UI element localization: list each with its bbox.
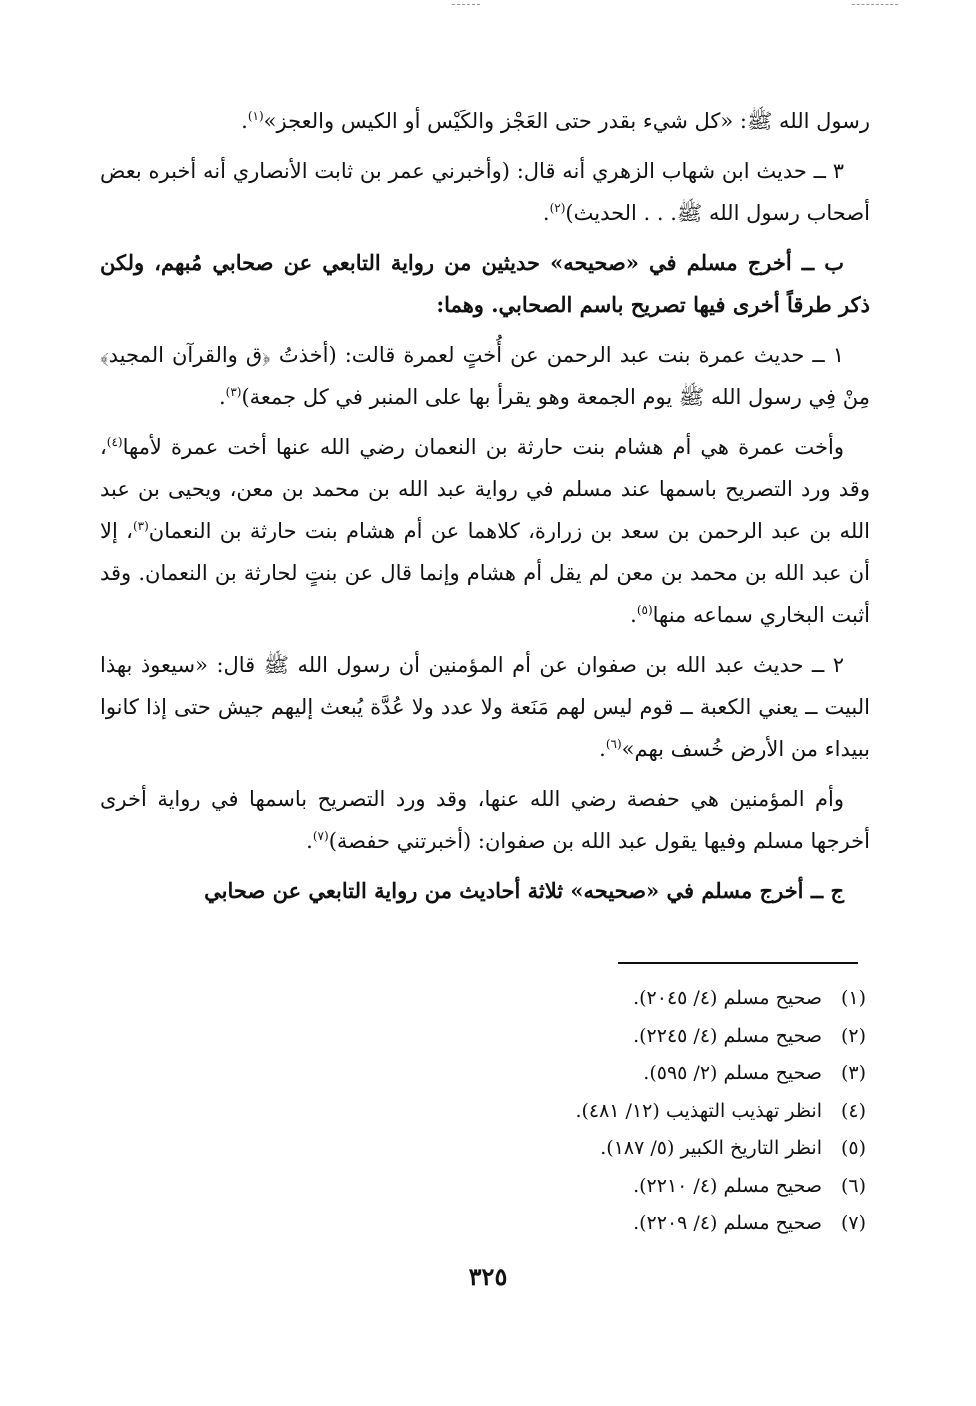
top-margin-mark xyxy=(852,4,898,5)
footnote: (٥)انظر التاريخ الكبير (٥/ ١٨٧). xyxy=(600,1137,866,1159)
footnote: (١)صحيح مسلم (٤/ ٢٠٤٥). xyxy=(633,987,866,1009)
page-number: ٣٢٥ xyxy=(468,1262,508,1291)
footnotes xyxy=(366,980,866,1243)
footnote-ref: (٤) xyxy=(106,435,123,449)
footnote-ref: (٢) xyxy=(549,201,566,215)
footnote-ref: (٥) xyxy=(636,603,653,617)
footnote: (٦)صحيح مسلم (٤/ ٢٢١٠). xyxy=(633,1174,866,1197)
footnote-ref: (٣) xyxy=(225,385,242,399)
section-heading-j: ج ــ أخرج مسلم في «صحيحه» ثلاثة أحاديث من رواية التابعي عن صحابي xyxy=(204,878,844,903)
section-heading-b: ب ــ أخرج مسلم في «صحيحه» حديثين من رواية التابعي عن صحابي مُبهم، ولكن ذكر طرقاً أخرى فيها تصريح باسم الصحابي. وهما: xyxy=(100,250,870,317)
footnote-ref: (٧) xyxy=(312,829,329,843)
footnote-ref: (٦) xyxy=(605,737,622,751)
paragraph-hadith-qadar-end: رسول الله ﷺ: «كل شيء بقدر حتى العَجْز والكَيْس أو الكيس والعجز»$^{(١)}$. xyxy=(241,109,870,133)
footnote-ref: (١) xyxy=(247,109,264,123)
paragraph-hadith-zuhri: ٣ ــ حديث ابن شهاب الزهري أنه قال: (وأخبرني عمر بن ثابت الأنصاري أنه أخبره بعض أصحاب رسول الله ﷺ. . . الحديث)$^{(٢)}$. xyxy=(100,159,870,225)
footnote: (٣)صحيح مسلم (٢/ ٥٩٥). xyxy=(643,1062,866,1084)
paragraph-hafsa: وأم المؤمنين هي حفصة رضي الله عنها، وقد ورد التصريح باسمها في رواية أخرى أخرجها مسلم وفيها يقول عبد الله بن صفوان: (أخبرتني حفصة)$^{(٧)}$. xyxy=(100,787,870,853)
paragraph-hadith-safwan: ٢ ــ حديث عبد الله بن صفوان عن أم المؤمنين أن رسول الله ﷺ قال: «سيعوذ بهذا البيت ــ يعني الكعبة ــ قوم ليس لهم مَنَعة ولا عدد ولا عُدَّة يُبعث إليهم جيش حتى إذا كانوا ببيداء من الأرض خُسف بهم»$^{(٦)}$. xyxy=(100,653,870,761)
footnote: (٢)صحيح مسلم (٤/ ٢٢٤٥). xyxy=(633,1024,866,1047)
footnote-separator xyxy=(618,962,858,964)
footnote: (٧)صحيح مسلم (٤/ ٢٢٠٩). xyxy=(633,1212,866,1234)
main-text xyxy=(100,100,870,920)
footnote: (٤)انظر تهذيب التهذيب (١٢/ ٤٨١). xyxy=(575,1099,866,1122)
paragraph-hadith-amra: ١ ــ حديث عمرة بنت عبد الرحمن عن أُختٍ لعمرة قالت: (أخذتُ ﴿ق والقرآن المجيد﴾ مِنْ فِي رسول الله ﷺ يوم الجمعة وهو يقرأ بها على المنبر في كل جمعة)$^{(٣)}$. xyxy=(100,343,870,409)
top-margin-mark xyxy=(452,4,480,5)
paragraph-umm-hisham: وأخت عمرة هي أم هشام بنت حارثة بن النعمان رضي الله عنها أخت عمرة لأمها$^{(٤)}$، وقد ورد التصريح باسمها عند مسلم في رواية عبد الله بن محمد بن معن، ويحيى بن عبد الله بن عبد الرحمن بن سعد بن زرارة، كلاهما عن أم هشام بنت حارثة بن النعمان$^{(٣)}$، إلا أن عبد الله بن محمد بن معن لم يقل أم هشام وإنما قال عن بنتٍ لحارثة بن النعمان. وقد أثبت البخاري سماعه منها$^{(٥)}$. xyxy=(100,435,871,627)
footnote-ref: (٣) xyxy=(132,519,149,533)
